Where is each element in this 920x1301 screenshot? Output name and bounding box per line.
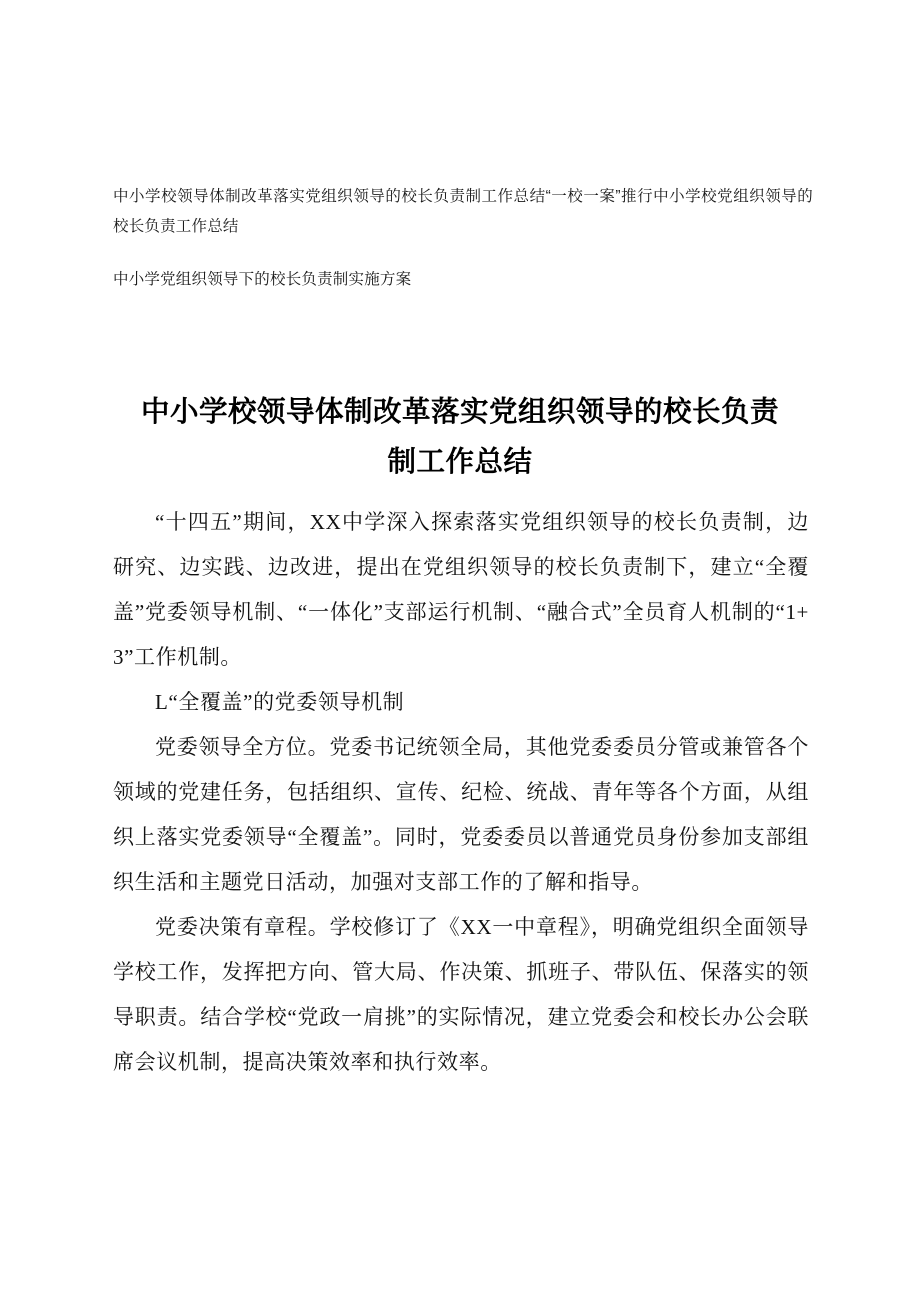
body-paragraph-2: 党委决策有章程。学校修订了《XX一中章程》，明确党组织全面领导学校工作，发挥把方向、管大局、作决策、抓班子、带队伍、保落实的领导职责。结合学校“党政一肩挑”的实际情况，建立党委会和校长办公会联席会议机制，提高决策效率和执行效率。 bbox=[113, 915, 809, 1074]
header-title-line: 中小学校领导体制改革落实党组织领导的校长负责制工作总结“一校一案”推行中小学校党组织领导的校长负责工作总结 bbox=[113, 188, 813, 235]
body-paragraph-intro: “十四五”期间，XX中学深入探索落实党组织领导的校长负责制，边研究、边实践、边改进，提出在党组织领导的校长负责制下，建立“全覆盖”党委领导机制、“一体化”支部运行机制、“融合式”全员育人机制的“1+3”工作机制。 bbox=[113, 510, 809, 669]
body-paragraph-1: 党委领导全方位。党委书记统领全局，其他党委委员分管或兼管各个领域的党建任务，包括组织、宣传、纪检、统战、青年等各个方面，从组织上落实党委领导“全覆盖”。同时，党委委员以普通党员身份参加支部组织生活和主题党日活动，加强对支部工作的了解和指导。 bbox=[113, 735, 809, 894]
section-heading-1: L“全覆盖”的党委领导机制 bbox=[155, 690, 405, 714]
document-body bbox=[113, 500, 809, 1085]
header-subtitle-line: 中小学党组织领导下的校长负责制实施方案 bbox=[113, 271, 412, 288]
document-header bbox=[113, 182, 813, 242]
page-title: 中小学校领导体制改革落实党组织领导的校长负责制工作总结 bbox=[140, 396, 779, 479]
